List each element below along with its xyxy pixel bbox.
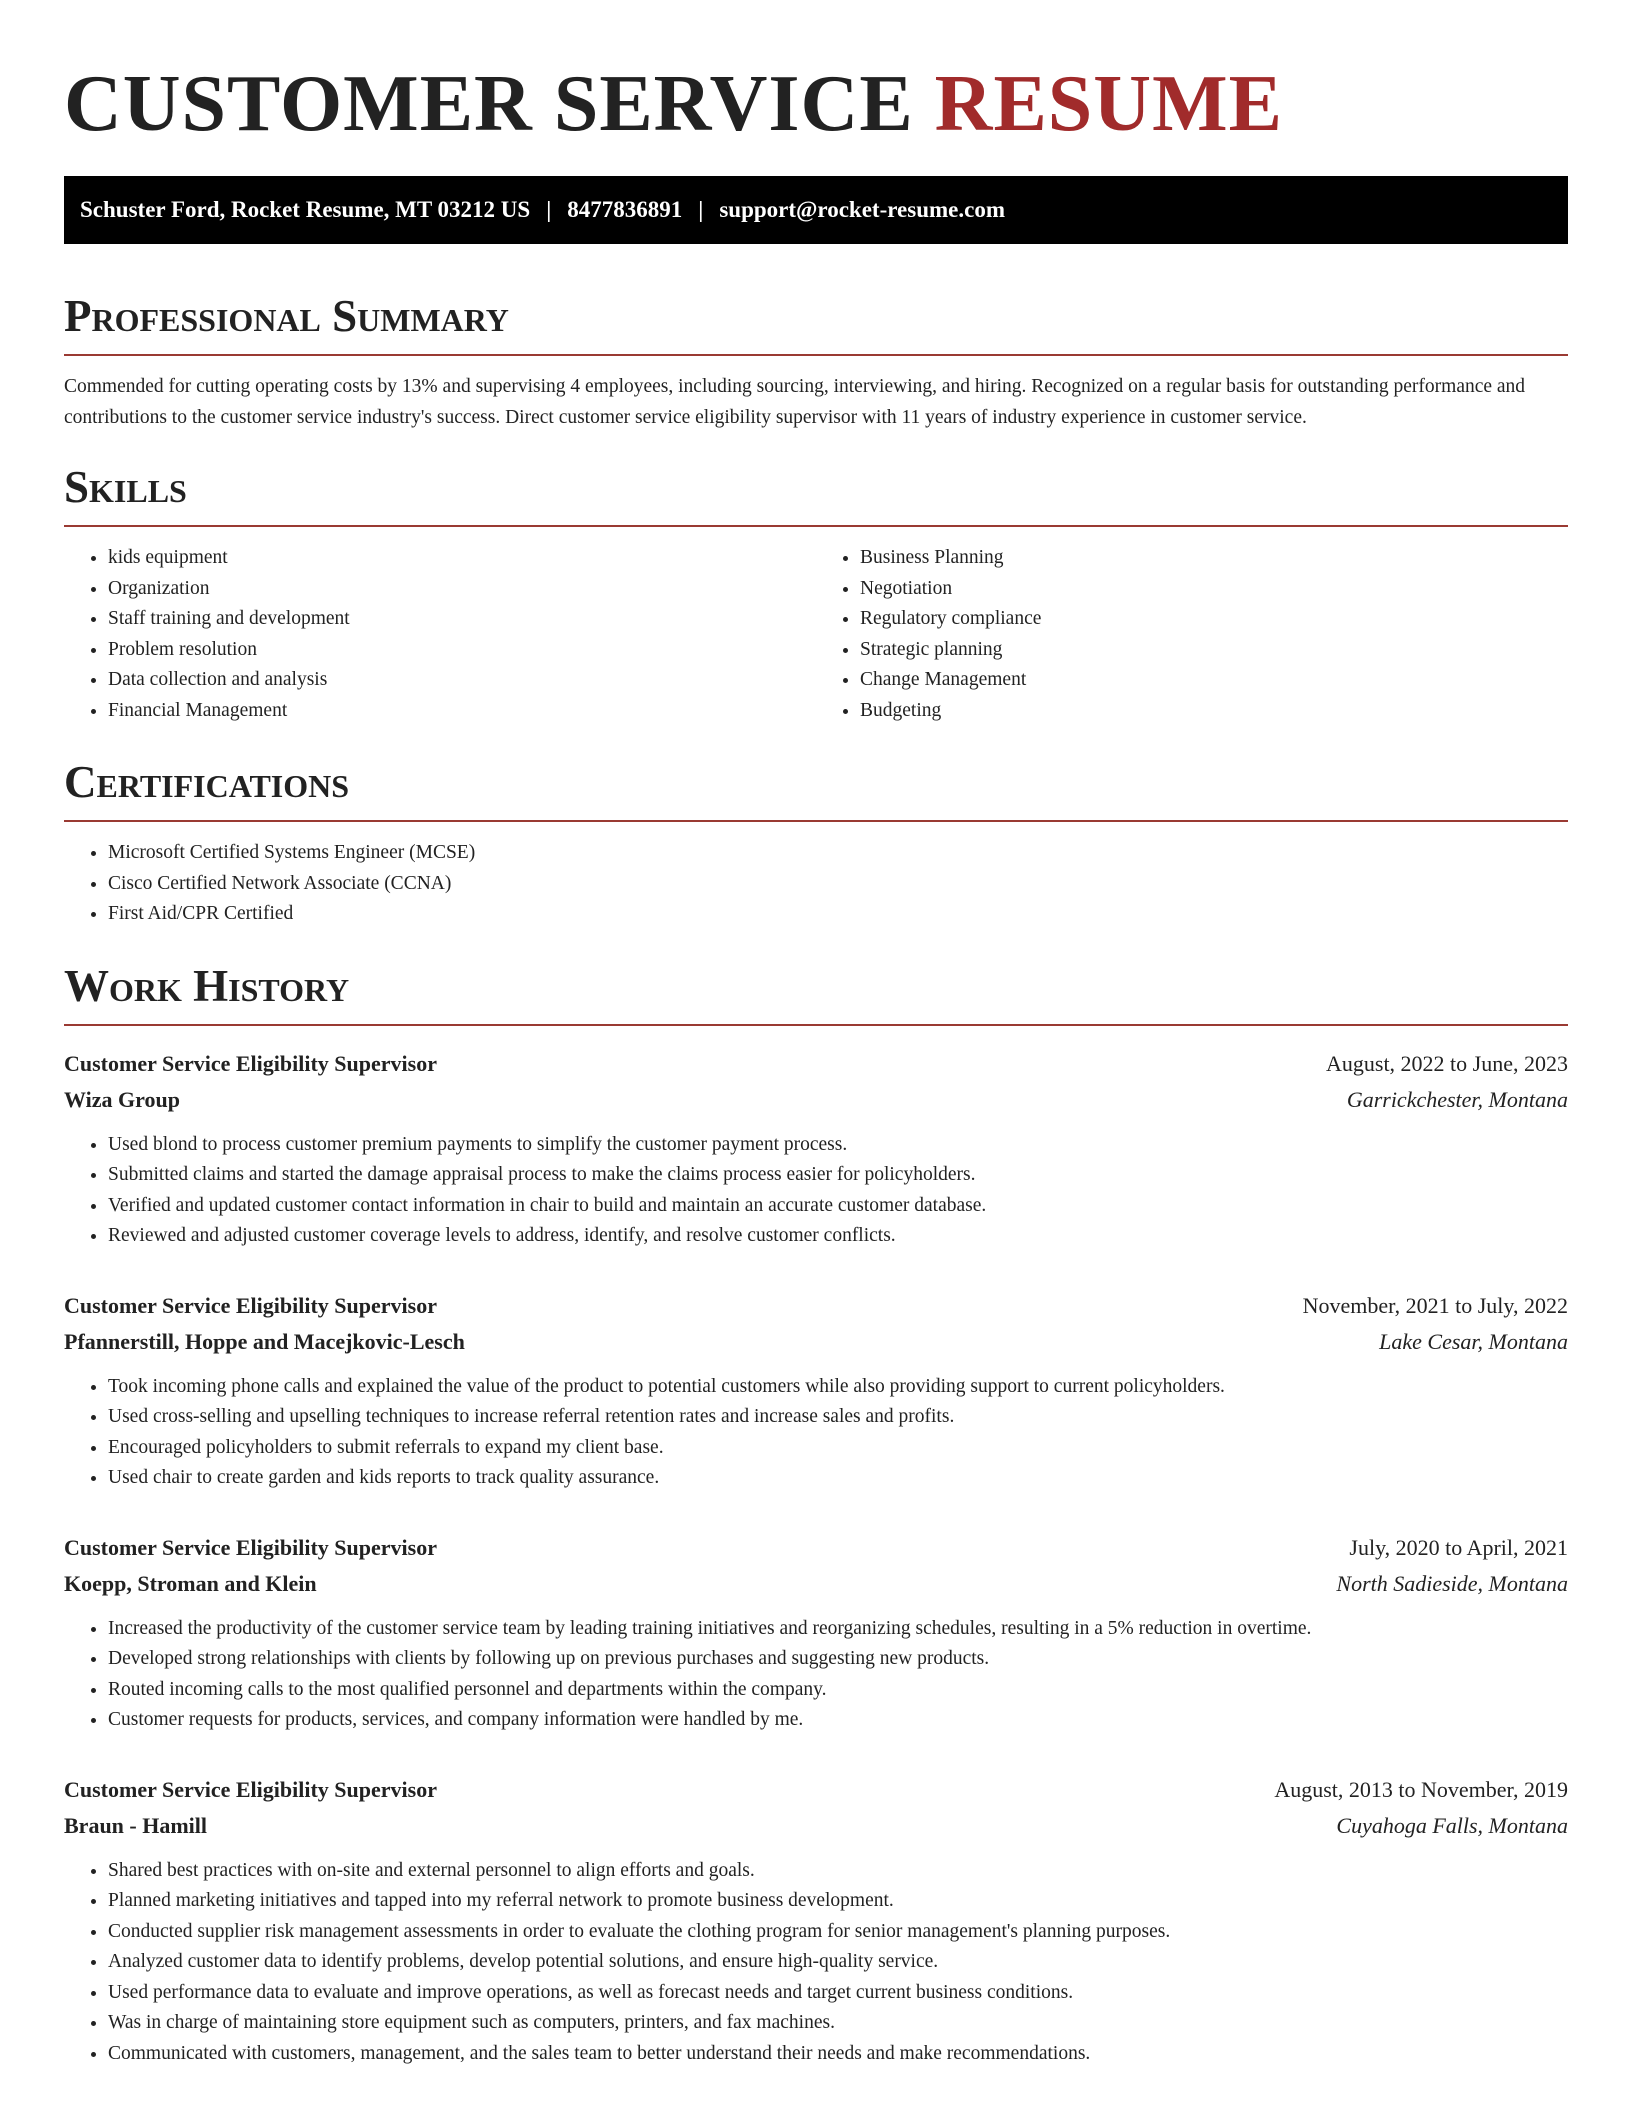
job-dates: August, 2013 to November, 2019 [1274, 1776, 1568, 1802]
job-title: Customer Service Eligibility Supervisor [64, 1292, 437, 1318]
job-title: Customer Service Eligibility Supervisor [64, 1050, 437, 1076]
job-duty: • Used chair to create garden and kids reports to track quality assurance. [108, 1463, 1568, 1494]
contact-email: support@rocket-resume.com [719, 197, 1005, 222]
certifications-section [64, 756, 1568, 930]
resume-title-main: CUSTOMER SERVICE [64, 60, 914, 148]
job-dates: November, 2021 to July, 2022 [1302, 1292, 1568, 1318]
certification-item: • Cisco Certified Network Associate (CCNA) [108, 869, 1568, 900]
contact-phone: 8477836891 [567, 197, 683, 222]
skills-columns [64, 543, 1568, 726]
job-entry [64, 1530, 1568, 1736]
section-divider [64, 525, 1568, 527]
job-duties [64, 1856, 1568, 2070]
job-company-row [64, 1566, 1568, 1602]
job-entry [64, 1288, 1568, 1494]
certification-item: • Microsoft Certified Systems Engineer (MCSE) [108, 838, 1568, 869]
skill-item: • Organization [108, 574, 816, 605]
job-duty: • Verified and updated customer contact information in chair to build and maintain an accurate customer database. [108, 1191, 1568, 1222]
job-duty: • Encouraged policyholders to submit referrals to expand my client base. [108, 1433, 1568, 1464]
job-dates: August, 2022 to June, 2023 [1326, 1050, 1568, 1076]
contact-separator: | [546, 197, 552, 222]
job-header-row [64, 1288, 1568, 1324]
job-duty: • Used performance data to evaluate and improve operations, as well as forecast needs and target current business conditions. [108, 1978, 1568, 2009]
section-divider [64, 354, 1568, 356]
section-divider [64, 820, 1568, 822]
skills-list-right [816, 543, 1568, 726]
skills-heading: Skills [64, 462, 187, 512]
summary-section [64, 290, 1568, 433]
job-duty: • Routed incoming calls to the most qualified personnel and departments within the company. [108, 1675, 1568, 1706]
job-location: North Sadieside, Montana [1336, 1570, 1568, 1596]
skill-item: • Change Management [860, 665, 1568, 696]
skills-section [64, 461, 1568, 726]
skill-item: • Data collection and analysis [108, 665, 816, 696]
job-title: Customer Service Eligibility Supervisor [64, 1534, 437, 1560]
skills-list-left [64, 543, 816, 726]
job-duties [64, 1372, 1568, 1494]
job-duty: • Customer requests for products, services, and company information were handled by me. [108, 1705, 1568, 1736]
job-duty: • Increased the productivity of the customer service team by leading training initiatives and reorganizing schedules, resulting in a 5% reduction in overtime. [108, 1614, 1568, 1645]
skill-item: • Business Planning [860, 543, 1568, 574]
job-duty: • Shared best practices with on-site and external personnel to align efforts and goals. [108, 1856, 1568, 1887]
job-header-row [64, 1530, 1568, 1566]
job-duties [64, 1130, 1568, 1252]
skill-item: • kids equipment [108, 543, 816, 574]
skill-item: • Negotiation [860, 574, 1568, 605]
job-title: Customer Service Eligibility Supervisor [64, 1776, 437, 1802]
job-duty: • Submitted claims and started the damage appraisal process to make the claims process easier for policyholders. [108, 1160, 1568, 1191]
contact-bar [64, 176, 1568, 244]
work-history-heading: Work History [64, 960, 350, 1011]
job-entry [64, 1046, 1568, 1252]
resume-title [64, 56, 1568, 152]
skill-item: • Problem resolution [108, 635, 816, 666]
job-company: Koepp, Stroman and Klein [64, 1570, 317, 1596]
job-header-row [64, 1046, 1568, 1082]
job-location: Garrickchester, Montana [1346, 1086, 1568, 1112]
job-duty: • Used blond to process customer premium payments to simplify the customer payment process. [108, 1130, 1568, 1161]
job-duty: • Was in charge of maintaining store equipment such as computers, printers, and fax machines. [108, 2008, 1568, 2039]
job-company-row [64, 1082, 1568, 1118]
job-header-row [64, 1772, 1568, 1808]
job-company-row [64, 1808, 1568, 1844]
contact-separator: | [698, 197, 704, 222]
job-duty: • Used cross-selling and upselling techniques to increase referral retention rates and increase sales and profits. [108, 1402, 1568, 1433]
job-entry [64, 1772, 1568, 2070]
summary-text: Commended for cutting operating costs by 13% and supervising 4 employees, including sourcing, interviewing, and hiring. Recognized on a regular basis for outstanding performance and contributions to the customer service industry's success. Direct customer service eligibility supervisor with 11 years of industry experience in customer service. [64, 376, 1526, 428]
job-company: Braun - Hamill [64, 1812, 208, 1838]
job-duty: • Communicated with customers, management, and the sales team to better understand their needs and make recommendations. [108, 2039, 1568, 2070]
title-block [64, 0, 1568, 176]
job-duty: • Took incoming phone calls and explained the value of the product to potential customers while also providing support to current policyholders. [108, 1372, 1568, 1403]
job-company: Wiza Group [64, 1086, 180, 1112]
skill-item: • Staff training and development [108, 604, 816, 635]
job-duty: • Analyzed customer data to identify problems, develop potential solutions, and ensure high-quality service. [108, 1947, 1568, 1978]
section-divider [64, 1024, 1568, 1026]
job-company: Pfannerstill, Hoppe and Macejkovic-Lesch [64, 1328, 465, 1354]
skills-column-right [816, 543, 1568, 726]
skill-item: • Financial Management [108, 696, 816, 727]
skill-item: • Strategic planning [860, 635, 1568, 666]
skills-column-left [64, 543, 816, 726]
skill-item: • Regulatory compliance [860, 604, 1568, 635]
certification-item: • First Aid/CPR Certified [108, 899, 1568, 930]
certifications-list [64, 838, 1568, 930]
skill-item: • Budgeting [860, 696, 1568, 727]
resume-title-accent: RESUME [934, 60, 1283, 148]
job-duty: • Developed strong relationships with clients by following up on previous purchases and suggesting new products. [108, 1644, 1568, 1675]
job-location: Cuyahoga Falls, Montana [1336, 1812, 1568, 1838]
job-company-row [64, 1324, 1568, 1360]
job-duties [64, 1614, 1568, 1736]
certifications-heading: Certifications [64, 757, 350, 807]
job-duty: • Reviewed and adjusted customer coverage levels to address, identify, and resolve customer conflicts. [108, 1221, 1568, 1252]
job-location: Lake Cesar, Montana [1379, 1328, 1568, 1354]
job-duty: • Planned marketing initiatives and tapped into my referral network to promote business development. [108, 1886, 1568, 1917]
work-history-section [64, 960, 1568, 2070]
summary-heading: Professional Summary [64, 291, 509, 341]
job-duty: • Conducted supplier risk management assessments in order to evaluate the clothing program for senior management's planning purposes. [108, 1917, 1568, 1948]
contact-address: Schuster Ford, Rocket Resume, MT 03212 US [80, 197, 531, 222]
job-dates: July, 2020 to April, 2021 [1349, 1534, 1568, 1560]
